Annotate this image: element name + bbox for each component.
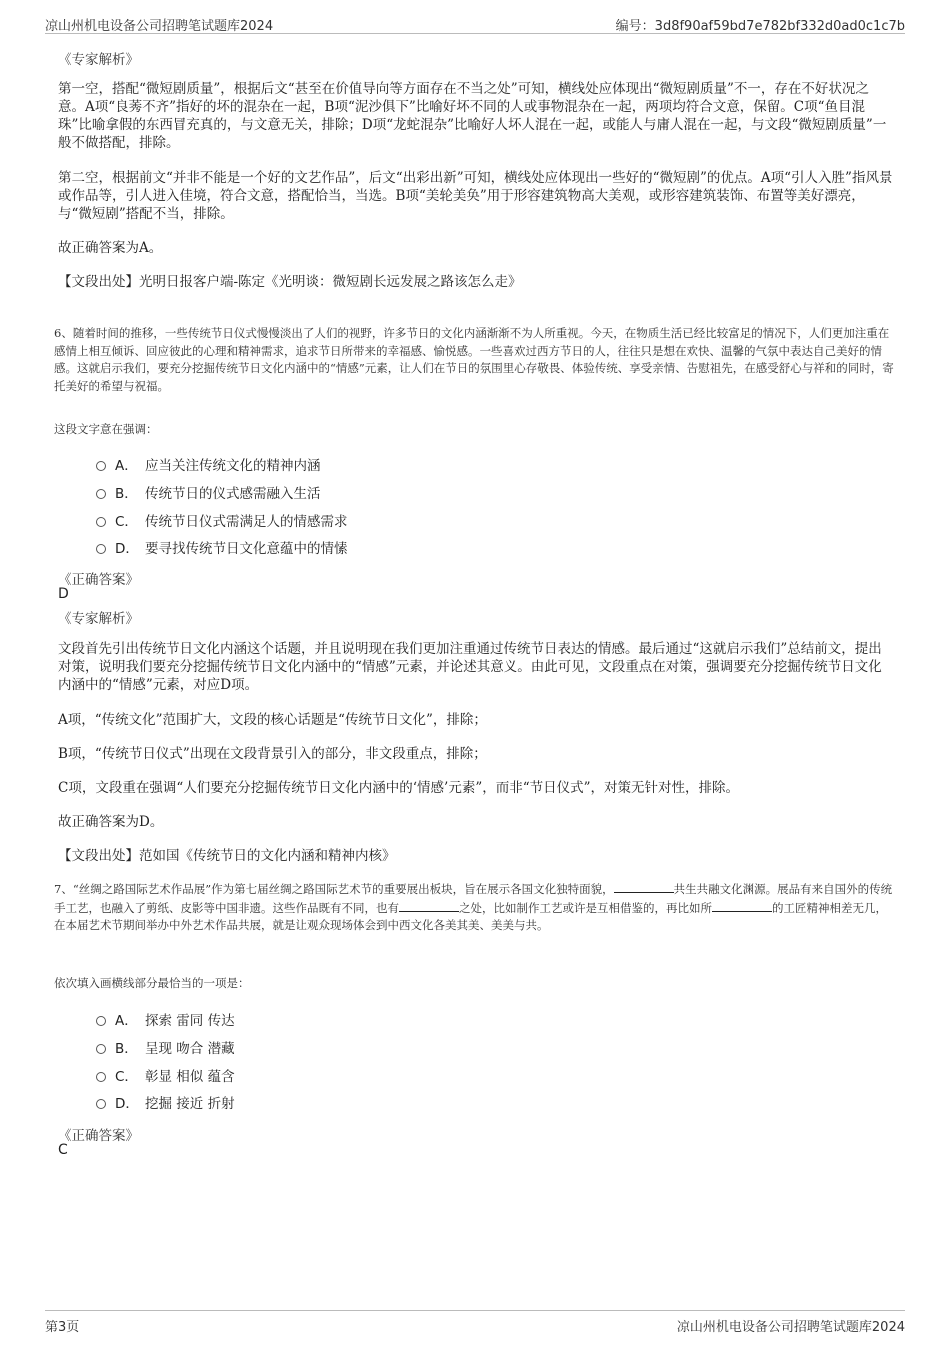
- q7-stem-part-2: 共生共融文化渊源。展品有来自国外的传统手工艺，也融入了剪纸、皮影等中国非遗。这些作品既有不同，也有: [54, 882, 893, 915]
- q6-prompt: 这段文字意在强调：: [54, 422, 158, 436]
- radio-icon[interactable]: [96, 1099, 106, 1109]
- option-text: 要寻找传统节日文化意蕴中的情愫: [145, 541, 348, 557]
- q6-analysis-option-b: B项，“传统节日仪式”出现在文段背景引入的部分，非文段重点，排除；: [58, 746, 487, 762]
- q7-stem: [54, 880, 897, 935]
- q6-analysis-option-a: A项，“传统文化”范围扩大，文段的核心话题是“传统节日文化”，排除；: [58, 712, 487, 728]
- option-letter: B．: [115, 1041, 138, 1057]
- option-text: 挖掘 接近 折射: [145, 1096, 235, 1112]
- q7-prompt: 依次填入画横线部分最恰当的一项是：: [54, 976, 250, 990]
- q6-stem: 6、随着时间的推移，一些传统节日仪式慢慢淡出了人们的视野，许多节日的文化内涵渐渐不为人所重视。今天，在物质生活已经比较富足的情况下，人们更加注重在感情上相互倾诉、回应彼此的心理和精神需求，追求节日所带来的幸福感、愉悦感。一些喜欢过西方节日的人，往往只是想在欢快、温馨的气氛中表达自己美好的情感。这就启示我们，要充分挖掘传统节日文化内涵中的“情感”元素，让人们在节日的氛围里心存敬畏、体验传统、享受亲情、告慰祖先，在感受舒心与祥和的同时，寄托美好的希望与祝福。: [54, 326, 894, 393]
- option-text: 传统节日仪式需满足人的情感需求: [145, 514, 348, 530]
- q7-stem-part-3: 之处，比如制作工艺或许是互相借鉴的，再比如所: [459, 900, 712, 915]
- page-header: [45, 13, 905, 34]
- option-letter: A．: [115, 1013, 138, 1029]
- option-text: 探索 雷同 传达: [145, 1013, 235, 1029]
- header-title: 凉山州机电设备公司招聘笔试题库2024: [45, 19, 274, 34]
- blank-3: [712, 899, 772, 912]
- radio-icon[interactable]: [96, 461, 106, 471]
- option-letter: A．: [115, 458, 138, 474]
- q7-option-c[interactable]: [96, 1065, 235, 1085]
- q5-analysis-label: 《专家解析》: [58, 52, 139, 68]
- q6-analysis-paragraph: 文段首先引出传统节日文化内涵这个话题，并且说明现在我们更加注重通过传统节日表达的情感。最后通过“这就启示我们”总结前文，提出对策，说明我们要充分挖掘传统节日文化内涵中的“情感”元素，并论述其意义。由此可见，文段重点在对策，强调要充分挖掘传统节日文化内涵中的“情感”元素，对应D项。: [58, 641, 882, 693]
- option-letter: D．: [115, 541, 139, 557]
- radio-icon[interactable]: [96, 544, 106, 554]
- q5-conclusion: 故正确答案为A。: [58, 240, 163, 256]
- blank-2: [399, 899, 459, 912]
- option-letter: D．: [115, 1096, 139, 1112]
- q7-answer-label: 《正确答案》: [58, 1128, 139, 1144]
- q6-option-c[interactable]: [96, 510, 348, 530]
- q6-option-a[interactable]: [96, 454, 321, 474]
- radio-icon[interactable]: [96, 517, 106, 527]
- q6-source: 【文段出处】范如国《传统节日的文化内涵和精神内核》: [58, 848, 396, 864]
- blank-1: [614, 880, 674, 893]
- option-letter: B．: [115, 486, 138, 502]
- q7-option-b[interactable]: [96, 1037, 235, 1057]
- footer-title: 凉山州机电设备公司招聘笔试题库2024: [676, 1320, 905, 1335]
- q5-analysis-paragraph-1: 第一空，搭配“微短剧质量”，根据后文“甚至在价值导向等方面存在不当之处”可知，横线处应体现出“微短剧质量”不一，存在不好状况之意。A项“良莠不齐”指好的坏的混杂在一起，B项“泥沙俱下”比喻好坏不同的人或事物混杂在一起，两项均符合文意，保留。C项“鱼目混珠”比喻拿假的东西冒充真的，与文意无关，排除；D项“龙蛇混杂”比喻好人坏人混在一起，或能人与庸人混在一起，与文段“微短剧质量”一般不做搭配，排除。: [58, 81, 887, 151]
- option-text: 呈现 吻合 潜藏: [145, 1041, 235, 1057]
- radio-icon[interactable]: [96, 1072, 106, 1082]
- option-text: 应当关注传统文化的精神内涵: [145, 458, 321, 474]
- page-number: 第3页: [45, 1320, 80, 1335]
- q5-source: 【文段出处】光明日报客户端-陈定《光明谈：微短剧长远发展之路该怎么走》: [58, 274, 522, 290]
- radio-icon[interactable]: [96, 1044, 106, 1054]
- q7-stem-part-1: 7、“丝绸之路国际艺术作品展”作为第七届丝绸之路国际艺术节的重要展出板块，旨在展示各国文化独特面貌，: [54, 882, 614, 896]
- q6-option-d[interactable]: [96, 537, 348, 557]
- q7-correct-answer: C: [58, 1142, 68, 1158]
- document-id: 编号：3d8f90af59bd7e782bf332d0ad0c1c7b: [615, 19, 905, 34]
- option-letter: C．: [115, 514, 138, 530]
- option-letter: C．: [115, 1069, 138, 1085]
- radio-icon[interactable]: [96, 489, 106, 499]
- q6-answer-label: 《正确答案》: [58, 572, 139, 588]
- page-footer: [45, 1310, 905, 1337]
- q7-stem-part-4: 的工匠精神相差无几，在本届艺术节期间举办中外艺术作品共展，就是让观众现场体会到中西文化各美其美、美美与共。: [54, 900, 887, 932]
- q5-analysis-paragraph-2: 第二空，根据前文“并非不能是一个好的文艺作品”，后文“出彩出新”可知，横线处应体现出一些好的“微短剧”的优点。A项“引人入胜”指风景或作品等，引人进入佳境，符合文意，搭配恰当，当选。B项“美轮美奂”用于形容建筑物高大美观，或形容建筑装饰、布置等美好漂亮，与“微短剧”搭配不当，排除。: [58, 170, 893, 222]
- q6-correct-answer: D: [58, 586, 69, 602]
- q6-analysis-option-c: C项，文段重在强调“人们要充分挖掘传统节日文化内涵中的‘情感’元素”，而非“节日仪式”，对策无针对性，排除。: [58, 780, 740, 796]
- q6-option-b[interactable]: [96, 482, 321, 502]
- q6-analysis-label: 《专家解析》: [58, 611, 139, 627]
- option-text: 彰显 相似 蕴含: [145, 1069, 235, 1085]
- q7-option-d[interactable]: [96, 1092, 235, 1112]
- q6-conclusion: 故正确答案为D。: [58, 814, 164, 830]
- radio-icon[interactable]: [96, 1016, 106, 1026]
- q7-option-a[interactable]: [96, 1009, 235, 1029]
- option-text: 传统节日的仪式感需融入生活: [145, 486, 321, 502]
